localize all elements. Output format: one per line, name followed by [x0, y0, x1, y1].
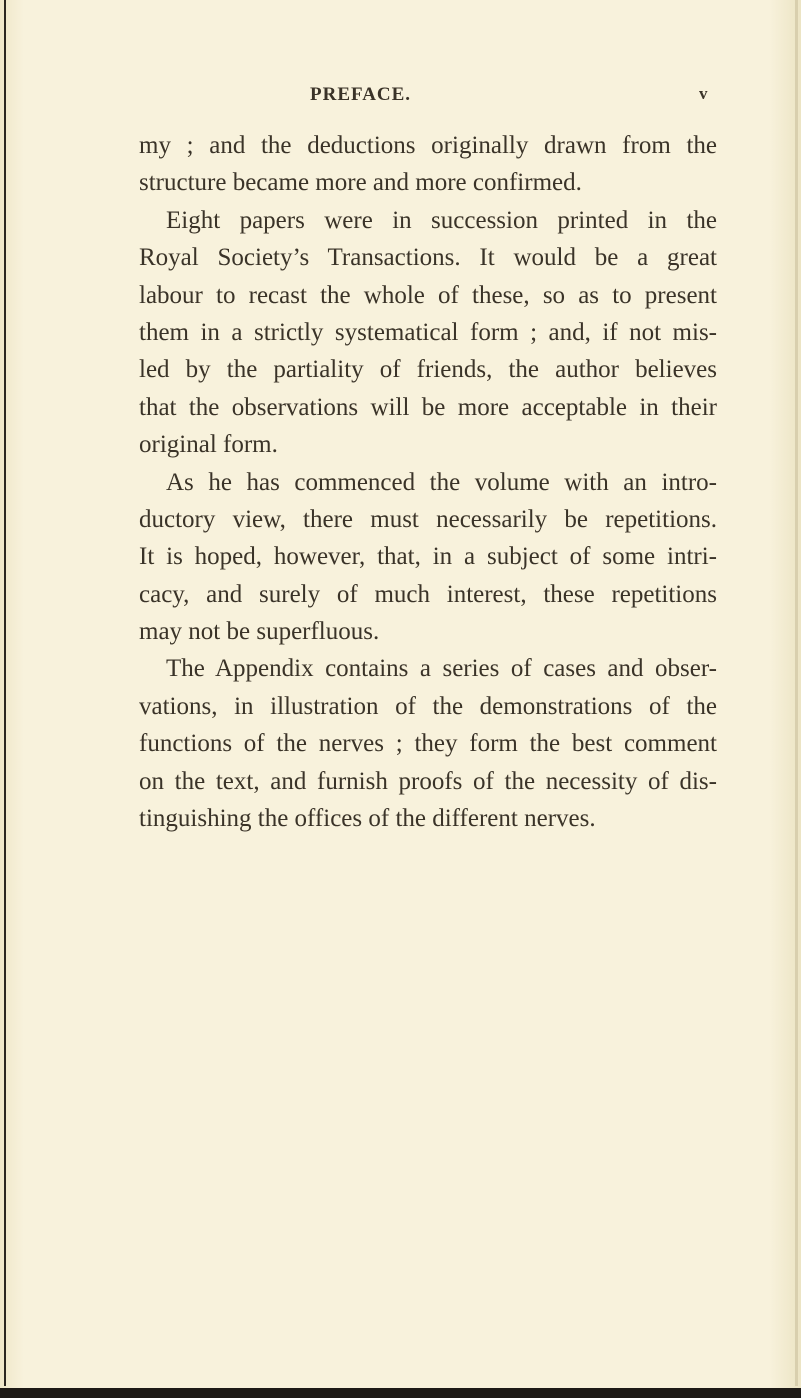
running-head: PREFACE.: [310, 84, 412, 105]
page-left-edge: [4, 0, 6, 1386]
text-line: Royal Society’s Transactions. It would be a great: [139, 244, 717, 272]
text-line: labour to recast the whole of these, so as to present: [139, 281, 717, 309]
text-line: original form.: [139, 431, 278, 459]
text-line: cacy, and surely of much interest, these repetitions: [139, 580, 717, 608]
text-line: tinguishing the offices of the different nerves.: [139, 805, 596, 833]
text-line: Eight papers were in succession printed in the: [166, 206, 717, 234]
text-line: functions of the nerves ; they form the best comment: [139, 730, 717, 758]
text-line: As he has commenced the volume with an intro-: [166, 468, 717, 496]
text-line: ductory view, there must necessarily be repetitions.: [139, 505, 717, 533]
text-line: on the text, and furnish proofs of the necessity of dis-: [139, 767, 717, 795]
body-text: [139, 127, 717, 837]
page-bottom-edge: [0, 1388, 801, 1398]
page-number: v: [699, 84, 708, 103]
text-line: may not be superfluous.: [139, 618, 380, 646]
text-line: them in a strictly systematical form ; and, if not mis-: [139, 318, 717, 346]
text-line: vations, in illustration of the demonstrations of the: [139, 692, 717, 720]
text-line: my ; and the deductions originally drawn from the: [139, 132, 717, 159]
text-line: It is hoped, however, that, in a subject of some intri-: [139, 543, 717, 571]
page-right-edge: [795, 0, 798, 1386]
text-line: that the observations will be more acceptable in their: [139, 393, 717, 421]
page-header: [0, 84, 801, 108]
text-line: structure became more and more confirmed.: [139, 169, 582, 197]
text-line: The Appendix contains a series of cases and obser-: [166, 655, 717, 683]
text-line: led by the partiality of friends, the author believes: [139, 356, 717, 384]
